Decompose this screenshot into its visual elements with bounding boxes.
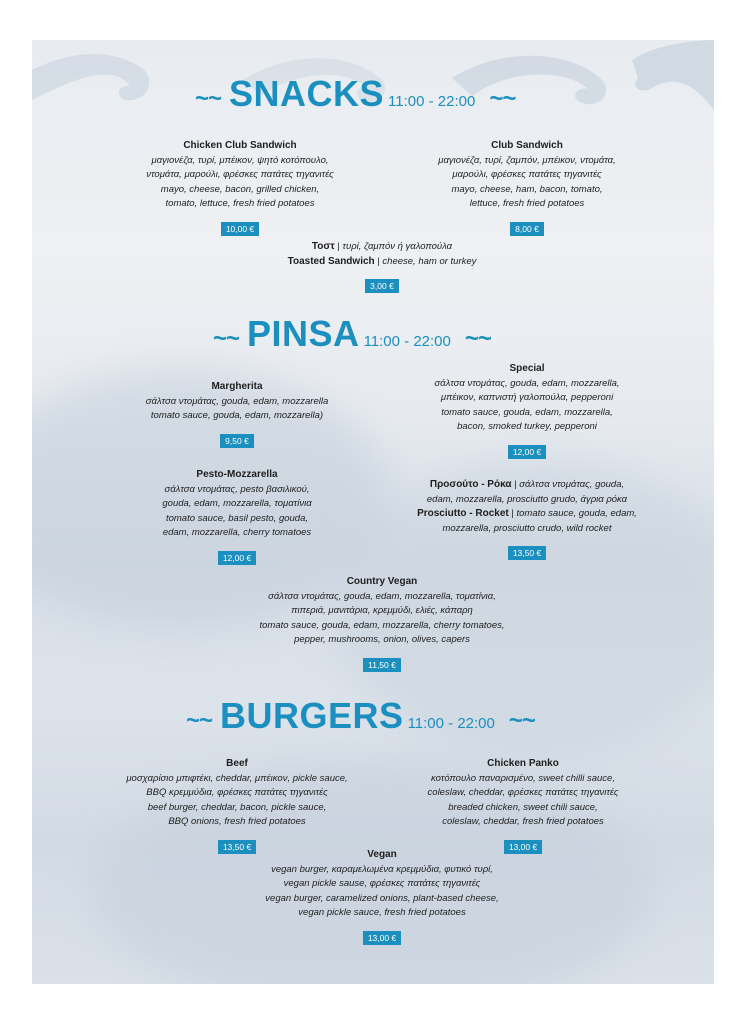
item-desc-line: mozzarella, prosciutto crudo, wild rocket <box>442 522 612 534</box>
menu-item-vegan <box>222 848 542 947</box>
item-desc: σάλτσα ντομάτας, gouda, <box>519 479 625 490</box>
price-badge: 12,00 € <box>218 551 256 565</box>
section-title: BURGERS <box>220 695 404 736</box>
item-desc-line: ντομάτα, μαρούλι, φρέσκες πατάτες τηγανιτές <box>146 169 334 181</box>
item-desc-line: vegan pickle sauce, fresh fried potatoes <box>298 907 466 919</box>
item-desc-line: vegan burger, caramelized onions, plant-based cheese, <box>265 892 499 904</box>
price-badge: 13,50 € <box>218 840 256 854</box>
item-desc-line: breaded chicken, sweet chili sauce, <box>448 801 598 813</box>
item-desc: tomato sauce, gouda, edam, <box>516 508 637 520</box>
item-desc-line: BBQ κρεμμύδια, φρέσκες πατάτες τηγανιτές <box>146 787 328 799</box>
price-badge: 10,00 € <box>221 222 259 236</box>
menu-item-margherita <box>117 380 357 449</box>
price-badge: 8,00 € <box>510 222 544 236</box>
menu-item-toast <box>232 240 532 295</box>
section-title: SNACKS <box>229 73 385 114</box>
price-badge: 13,00 € <box>504 840 542 854</box>
item-desc: τυρί, ζαμπόν ή γαλοπούλα <box>342 241 453 252</box>
item-desc-line: μπέικον, καπνιστή γαλοπούλα, pepperoni <box>440 392 614 404</box>
wave-tilde-left: ~~ <box>186 707 213 734</box>
item-name: Club Sandwich <box>491 140 563 151</box>
wave-tilde-right: ~~ <box>489 85 516 112</box>
section-hours: 11:00 - 22:00 <box>407 715 495 732</box>
item-name: Chicken Club Sandwich <box>183 140 297 151</box>
menu-item-chicken-panko <box>393 757 653 856</box>
wave-tilde-left: ~~ <box>195 85 222 112</box>
price-badge: 12,00 € <box>508 445 546 459</box>
price-badge: 11,50 € <box>363 658 401 672</box>
item-desc-line: tomato sauce, gouda, edam, mozzarella) <box>150 410 324 422</box>
item-name: Τοστ <box>311 241 335 252</box>
item-desc: cheese, ham or turkey <box>382 255 477 267</box>
item-desc-line: μαρούλι, φρέσκες πατάτες τηγανιτές <box>452 169 602 181</box>
section-heading-burgers <box>186 695 535 737</box>
item-name: Vegan <box>367 849 397 860</box>
item-desc-line: edam, mozzarella, prosciutto grudo, άγρια ρόκα <box>426 493 628 505</box>
item-desc-line: lettuce, fresh fried potatoes <box>469 198 585 210</box>
item-desc-line: mayo, cheese, ham, bacon, tomato, <box>451 183 603 195</box>
item-desc-line: πιπεριά, μανιτάρια, κρεμμύδι, ελιές, κάπαρη <box>291 605 473 617</box>
item-name: Country Vegan <box>346 576 418 587</box>
section-hours: 11:00 - 22:00 <box>388 93 476 110</box>
item-name: Beef <box>226 758 248 769</box>
item-name: Prosciutto - Rocket <box>417 508 509 520</box>
item-desc-line: tomato sauce, gouda, edam, mozzarella, <box>441 406 613 418</box>
price-badge: 9,50 € <box>220 434 254 448</box>
menu-item-country-vegan <box>222 575 542 674</box>
item-desc-line: coleslaw, cheddar, φρέσκες πατάτες τηγανιτές <box>427 787 619 799</box>
wave-tilde-right: ~~ <box>508 707 535 734</box>
item-desc-line: μαγιονέζα, τυρί, ζαμπόν, μπέικον, ντομάτα, <box>438 154 616 166</box>
item-desc-line: bacon, smoked turkey, pepperoni <box>457 421 597 433</box>
item-desc-line: tomato, lettuce, fresh fried potatoes <box>165 198 315 210</box>
menu-item-pesto-mozzarella <box>117 468 357 567</box>
item-desc-line: edam, mozzarella, cherry tomatoes <box>162 527 312 539</box>
item-desc-line: pepper, mushrooms, onion, olives, capers <box>294 634 470 646</box>
item-name: Special <box>509 363 545 374</box>
section-hours: 11:00 - 22:00 <box>363 333 451 350</box>
menu-item-beef <box>107 757 367 856</box>
item-desc-line: μαγιονέζα, τυρί, μπέικον, ψητό κοτόπουλο, <box>151 154 329 166</box>
item-desc-line: vegan pickle sause, φρέσκες πατάτες τηγανιτές <box>283 878 481 890</box>
price-badge: 13,50 € <box>508 546 546 560</box>
item-desc-line: mayo, cheese, bacon, grilled chicken, <box>160 183 320 195</box>
menu-item-chicken-club <box>120 139 360 238</box>
wave-tilde-left: ~~ <box>213 325 240 352</box>
item-name: Pesto-Mozzarella <box>196 469 278 480</box>
item-desc-line: μοσχαρίσιο μπιφτέκι, cheddar, μπέικον, pickle sauce, <box>126 772 348 784</box>
item-desc-line: beef burger, cheddar, bacon, pickle sauce, <box>147 801 327 813</box>
item-desc-line: σάλτσα ντομάτας, pesto βασιλικού, <box>164 483 310 495</box>
item-desc-line: gouda, edam, mozzarella, τοματίνια <box>162 498 312 510</box>
section-heading-snacks <box>195 73 515 115</box>
section-heading-pinsa <box>213 313 491 355</box>
separator: | <box>374 255 383 267</box>
item-name: Προσούτο - Ρόκα <box>429 479 512 490</box>
item-desc-line: σάλτσα ντομάτας, gouda, edam, mozzarella, <box>434 377 620 389</box>
item-name: Toasted Sandwich <box>287 255 375 267</box>
price-badge: 13,00 € <box>363 931 401 945</box>
item-desc-line: σάλτσα ντομάτας, gouda, edam, mozzarella <box>145 395 329 407</box>
separator: | <box>334 241 343 252</box>
item-desc-line: tomato sauce, basil pesto, gouda, <box>165 512 309 524</box>
menu-item-prosciutto-rocket: Προσούτο - Ρόκα | σάλτσα ντομάτας, gouda, edam, mozzarella, prosciutto grudo, άγρια ρόκα Prosciutto - Rocket | tomato sauce, gouda, edam, mozzarella, prosciutto crudo, wild rocket 13,50 € <box>392 478 662 562</box>
item-desc-line: coleslaw, cheddar, fresh fried potatoes <box>442 816 604 828</box>
wave-tilde-right: ~~ <box>464 325 491 352</box>
item-desc-line: σάλτσα ντομάτας, gouda, edam, mozzarella, τοματίνια, <box>268 590 496 602</box>
item-name: Chicken Panko <box>487 758 559 769</box>
menu-item-special <box>407 362 647 461</box>
item-desc-line: κοτόπουλο παναρισμένο, sweet chilli sauce, <box>431 772 615 784</box>
section-title: PINSA <box>247 313 360 354</box>
item-desc-line: BBQ onions, fresh fried potatoes <box>168 816 306 828</box>
item-desc-line: tomato sauce, gouda, edam, mozzarella, cherry tomatoes, <box>259 619 505 631</box>
item-desc-line: vegan burger, καραμελωμένα κρεμμύδια, φυτικό τυρί, <box>271 863 493 875</box>
menu-item-club <box>407 139 647 238</box>
item-name: Margherita <box>211 381 263 392</box>
price-badge: 3,00 € <box>365 279 399 293</box>
